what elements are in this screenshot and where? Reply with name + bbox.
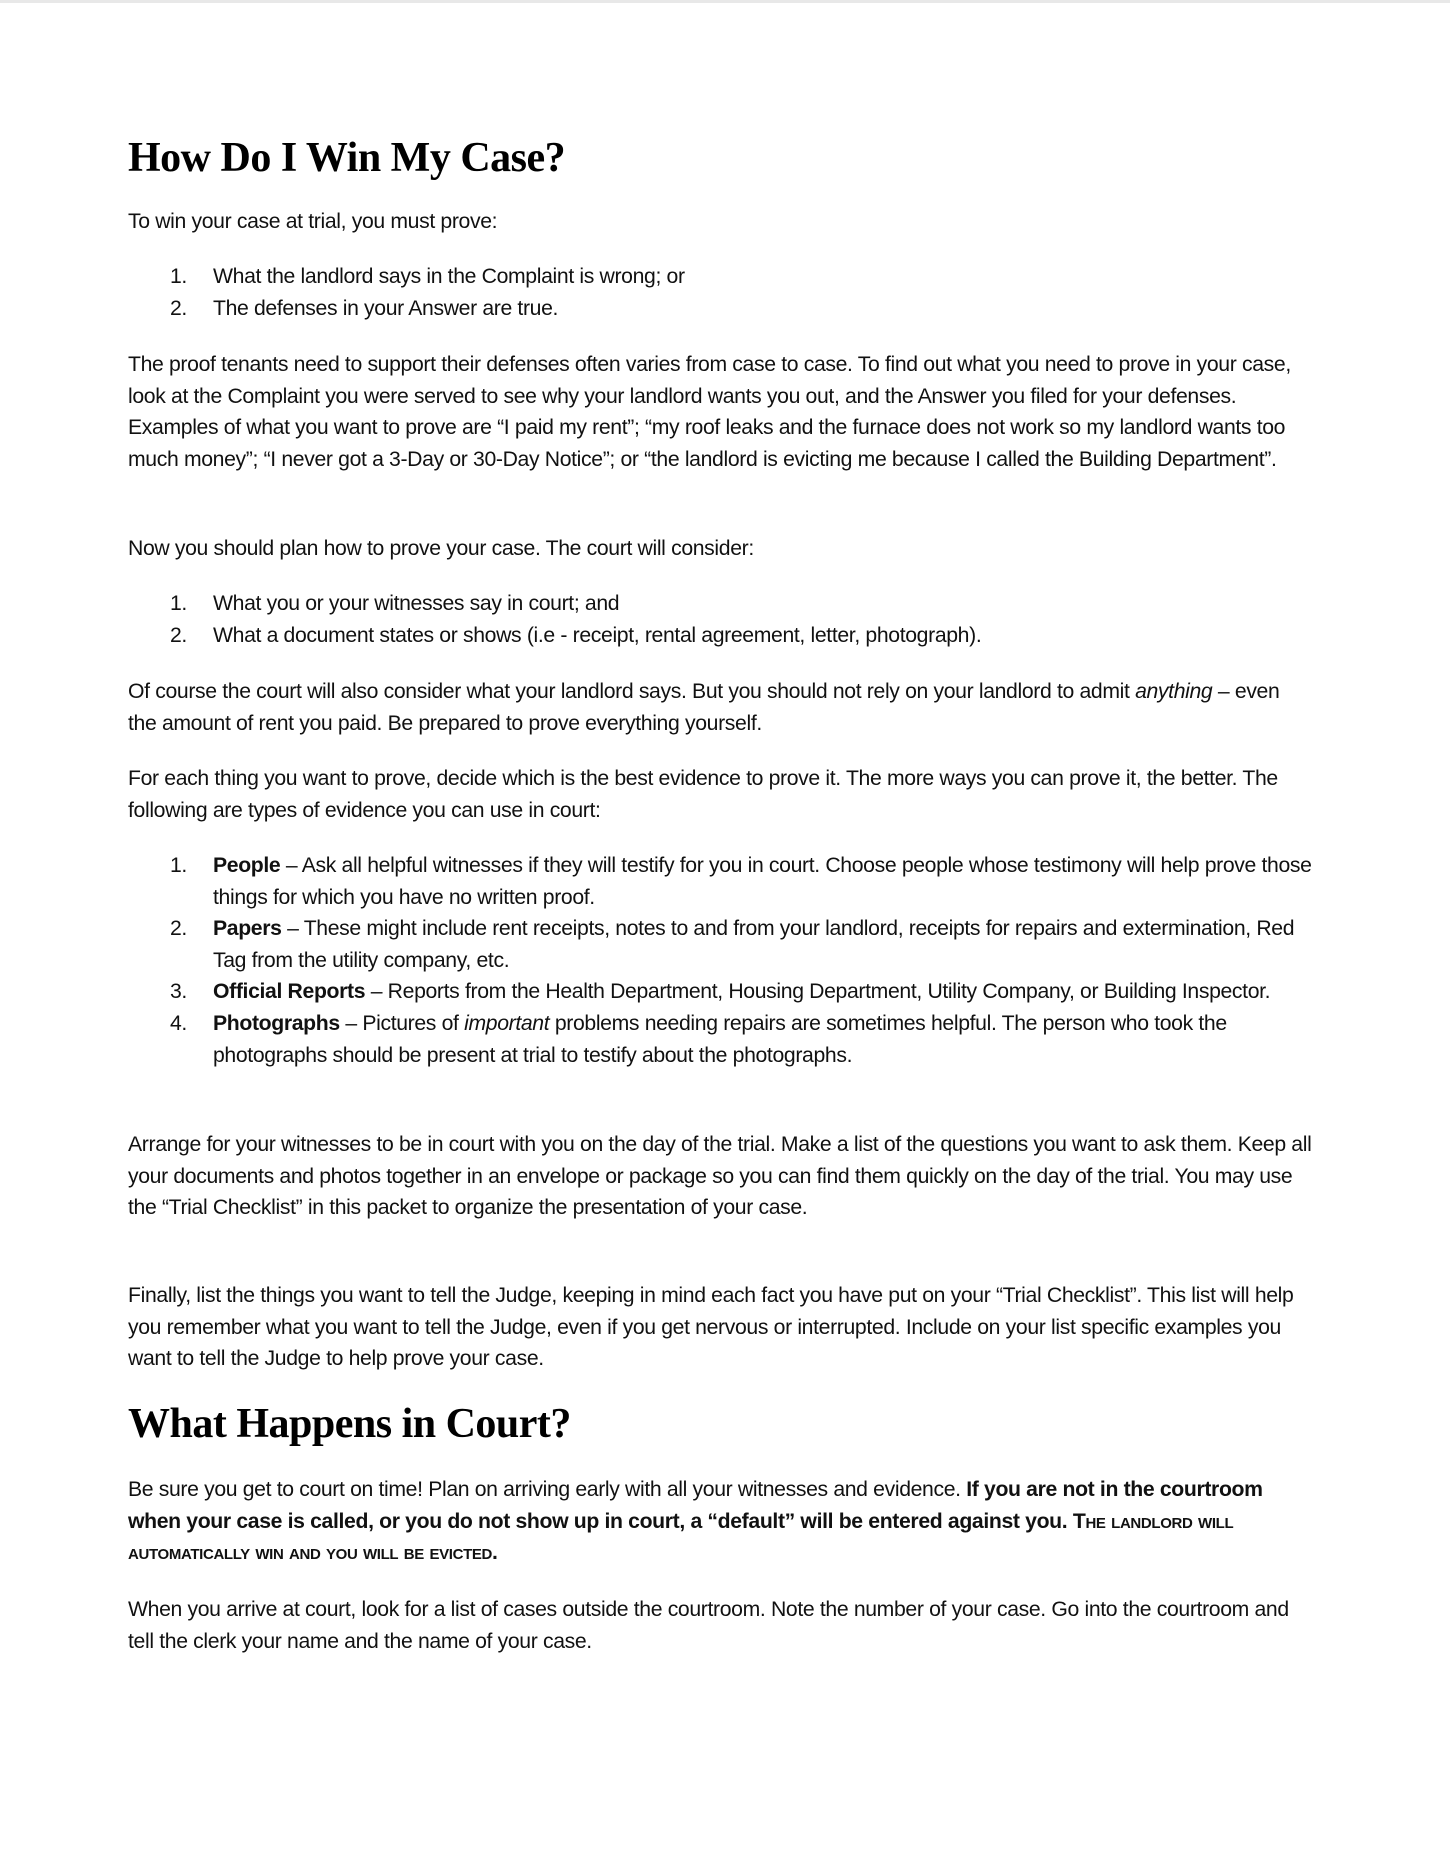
finally-paragraph: Finally, list the things you want to tell the Judge, keeping in mind each fact you have put on your “Trial Checklist”. This list will help you remember what you want to tell the Judge, even if you get nervous or interrupted. Include on your list specific examples you want to tell the Judge to help prove your case. xyxy=(128,1284,1294,1371)
heading-what-happens-in-court: What Happens in Court? xyxy=(128,1401,571,1447)
list-item: 2. The defenses in your Answer are true. xyxy=(170,296,559,320)
evidence-list xyxy=(128,850,1328,1071)
plan-paragraph: Now you should plan how to prove your case. The court will consider: xyxy=(128,537,754,560)
prove-list xyxy=(128,261,1328,324)
viewer-top-border xyxy=(0,0,1450,3)
intro-paragraph: To win your case at trial, you must prove: xyxy=(128,210,498,233)
list-item-official-reports: 3. Official Reports – Reports from the Health Department, Housing Department, Utility Company, or Building Inspector. xyxy=(170,980,1271,1004)
list-item: 2. What a document states or shows (i.e - receipt, rental agreement, letter, photograph). xyxy=(170,623,982,647)
consider-list xyxy=(128,588,1328,651)
evidence-paragraph: For each thing you want to prove, decide which is the best evidence to prove it. The more ways you can prove it, the better. The following are types of evidence you can use in court: xyxy=(128,767,1278,822)
list-item: 1. What you or your witnesses say in court; and xyxy=(170,592,620,615)
landlord-paragraph: Of course the court will also consider what your landlord says. But you should not rely on your landlord to admit anything – even the amount of rent you paid. Be prepared to prove everything yourself. xyxy=(128,680,1280,735)
arrange-paragraph: Arrange for your witnesses to be in court with you on the day of the trial. Make a list of the questions you want to ask them. Keep all your documents and photos together in an envelope or package so you can find them quickly on the day of the trial. You may use the “Trial Checklist” in this packet to organize the presentation of your case. xyxy=(128,1133,1312,1220)
list-item-people: 1. People – Ask all helpful witnesses if they will testify for you in court. Choose people whose testimony will help prove those things for which you have no written proof. xyxy=(170,854,1312,909)
arrive-paragraph: When you arrive at court, look for a list of cases outside the courtroom. Note the number of your case. Go into the courtroom and tell the clerk your name and the name of your case. xyxy=(128,1598,1289,1653)
on-time-paragraph: Be sure you get to court on time! Plan on arriving early with all your witnesses and evidence. If you are not in the courtroom when your case is called, or you do not show up in court, a “default” will be entered against you. The landlord will automatically win and you will be evicted. xyxy=(128,1478,1263,1565)
proof-paragraph: The proof tenants need to support their defenses often varies from case to case. To find out what you need to prove in your case, look at the Complaint you were served to see why your landlord wants you out, and the Answer you filed for your defenses. Examples of what you want to prove are “I paid my rent”; “my roof leaks and the furnace does not work so my landlord wants too much money”; “I never got a 3-Day or 30-Day Notice”; or “the landlord is evicting me because I called the Building Department”. xyxy=(128,353,1291,471)
list-item: 1. What the landlord says in the Complaint is wrong; or xyxy=(170,265,685,288)
list-item-papers: 2. Papers – These might include rent receipts, notes to and from your landlord, receipts for repairs and extermination, Red Tag from the utility company, etc. xyxy=(170,917,1295,972)
heading-how-do-i-win: How Do I Win My Case? xyxy=(128,135,566,181)
list-item-photographs: 4. Photographs – Pictures of important problems needing repairs are sometimes helpful. The person who took the photographs should be present at trial to testify about the photographs. xyxy=(170,1011,1227,1067)
